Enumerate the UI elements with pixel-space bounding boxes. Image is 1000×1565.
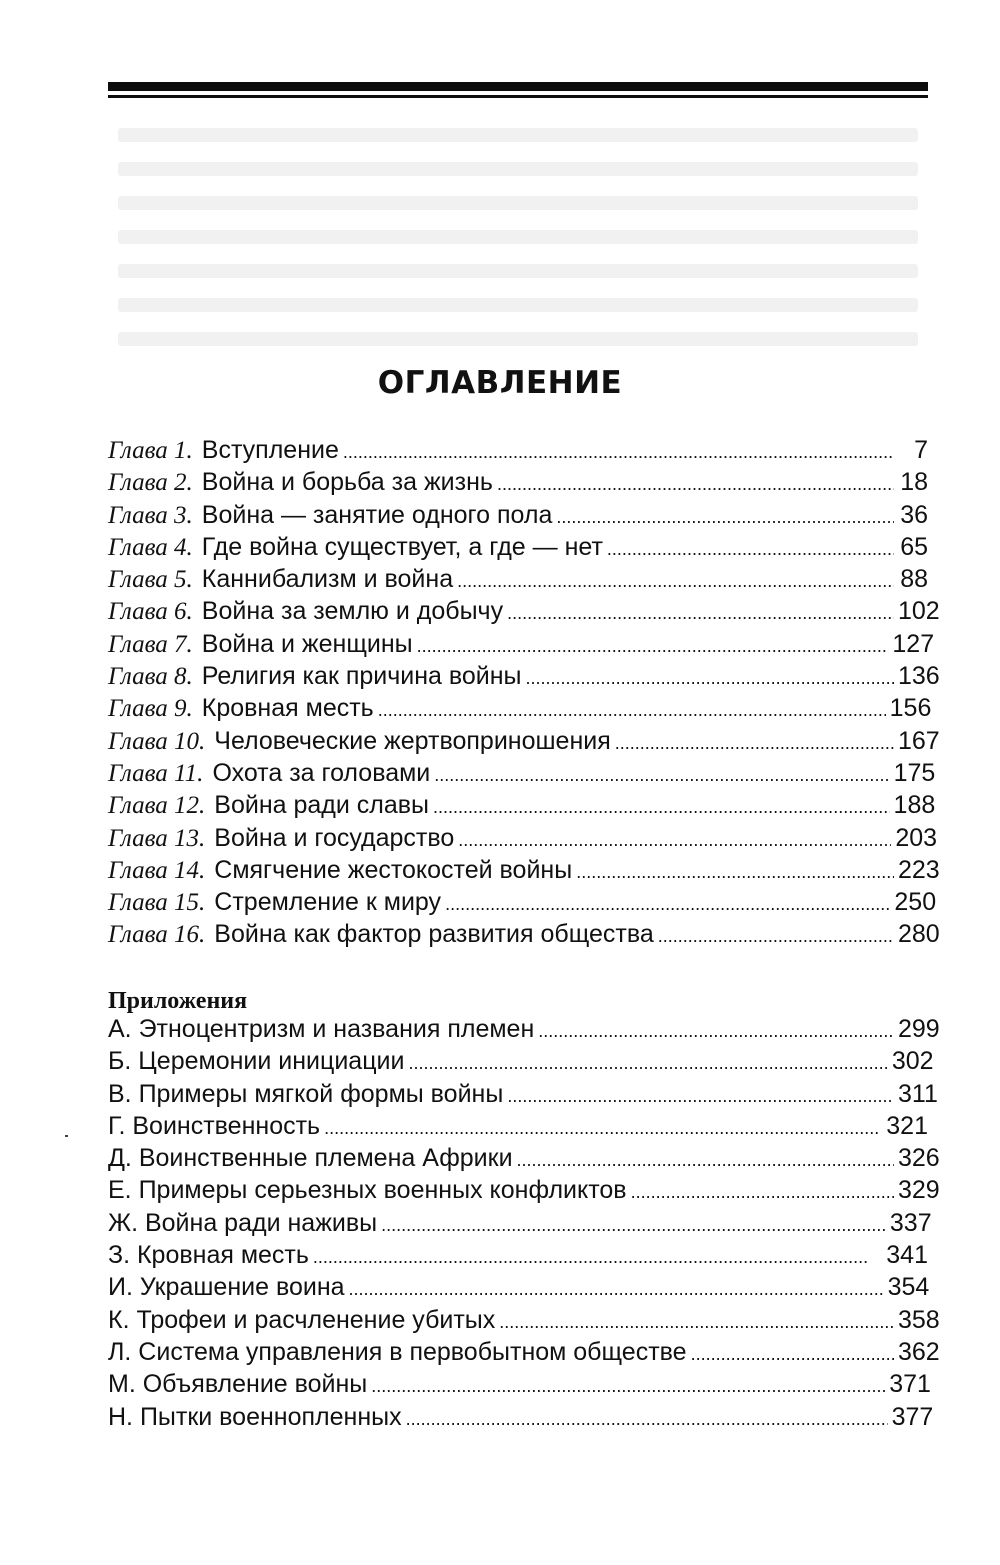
dot-leader bbox=[349, 1279, 884, 1304]
dot-leader bbox=[507, 1086, 894, 1111]
show-through-line bbox=[118, 298, 918, 312]
appendix-title: Д. Воинственные племена Африки bbox=[108, 1144, 513, 1173]
appendix-title: В. Примеры мягкой формы войны bbox=[108, 1079, 504, 1108]
toc-row-chapter bbox=[108, 565, 928, 597]
chapter-title: Война и борьба за жизнь bbox=[201, 468, 493, 497]
page-number: 358 bbox=[898, 1305, 940, 1334]
appendix-title: Е. Примеры серьезных военных конфликтов bbox=[108, 1176, 627, 1205]
dot-leader bbox=[378, 700, 886, 725]
page-number: 175 bbox=[893, 758, 936, 787]
appendix-title: М. Объявление войны bbox=[108, 1370, 368, 1399]
page-number: 36 bbox=[900, 500, 928, 529]
dot-leader bbox=[556, 507, 894, 532]
chapter-label: Глава 12. bbox=[108, 792, 206, 820]
toc-row-chapter bbox=[108, 436, 928, 468]
toc-row-chapter bbox=[108, 468, 928, 500]
show-through-line bbox=[118, 196, 918, 210]
chapter-title: Война за землю и добычу bbox=[201, 597, 504, 626]
dot-leader bbox=[457, 571, 894, 596]
page-number: 280 bbox=[898, 920, 940, 949]
toc-row-chapter bbox=[108, 597, 940, 629]
dot-leader bbox=[313, 1247, 882, 1272]
dot-leader bbox=[615, 733, 894, 758]
page-number: 136 bbox=[898, 662, 940, 691]
page-number: 223 bbox=[898, 855, 940, 884]
chapter-label: Глава 8. bbox=[108, 663, 193, 691]
dot-leader bbox=[371, 1376, 885, 1401]
toc-row-appendix bbox=[108, 1144, 940, 1176]
page-number: 299 bbox=[898, 1015, 940, 1043]
toc-row-appendix bbox=[108, 1176, 940, 1208]
dot-leader bbox=[417, 636, 889, 661]
dot-leader bbox=[658, 926, 894, 951]
chapter-label: Глава 16. bbox=[108, 921, 206, 949]
chapter-label: Глава 7. bbox=[108, 630, 193, 658]
page-number: 88 bbox=[900, 565, 928, 594]
chapter-label: Глава 15. bbox=[108, 889, 206, 917]
chapter-title: Кровная месть bbox=[201, 694, 374, 723]
appendix-title: Б. Церемонии инициации bbox=[108, 1047, 405, 1076]
chapter-label: Глава 11. bbox=[108, 759, 204, 787]
appendix-title: Ж. Война ради наживы bbox=[108, 1208, 378, 1237]
chapter-label: Глава 5. bbox=[108, 566, 193, 594]
dot-leader bbox=[343, 442, 894, 467]
chapter-title: Смягчение жестокостей войны bbox=[214, 855, 573, 884]
page-number: 7 bbox=[914, 436, 928, 464]
toc-row-appendix bbox=[108, 1305, 940, 1338]
dot-leader bbox=[406, 1409, 888, 1434]
appendix-heading: Приложения bbox=[108, 988, 248, 1014]
toc-row-appendix bbox=[108, 1337, 940, 1370]
dot-leader bbox=[434, 765, 889, 790]
dot-leader bbox=[526, 668, 894, 693]
toc-row-appendix bbox=[108, 1402, 934, 1435]
chapter-list bbox=[108, 436, 940, 953]
page-title: ОГЛАВЛЕНИЕ bbox=[377, 365, 623, 401]
dot-leader bbox=[445, 894, 890, 919]
appendix-title: А. Этноцентризм и названия племен bbox=[108, 1015, 535, 1043]
page-number: 188 bbox=[893, 791, 936, 820]
page-number: 65 bbox=[900, 532, 928, 561]
dot-leader bbox=[517, 1150, 894, 1175]
toc-row-chapter bbox=[108, 791, 936, 823]
page-number: 371 bbox=[889, 1370, 931, 1399]
chapter-title: Война как фактор развития общества bbox=[214, 920, 654, 949]
chapter-label: Глава 3. bbox=[108, 501, 193, 529]
chapter-title: Человеческие жертвоприношения bbox=[214, 726, 611, 755]
dot-leader bbox=[631, 1182, 894, 1207]
page-number: 362 bbox=[898, 1337, 940, 1366]
toc-row-chapter bbox=[108, 888, 937, 920]
page-number: 311 bbox=[898, 1079, 938, 1108]
appendix-title: Н. Пытки военнопленных bbox=[108, 1402, 402, 1431]
toc-row-chapter bbox=[108, 533, 928, 565]
page-number: 167 bbox=[898, 726, 940, 755]
show-through-line bbox=[118, 162, 918, 176]
chapter-label: Глава 6. bbox=[108, 598, 193, 626]
dot-leader bbox=[458, 830, 891, 855]
toc-row-chapter bbox=[108, 662, 940, 694]
toc-row-chapter bbox=[108, 920, 940, 952]
page-number: 337 bbox=[889, 1208, 932, 1237]
page-number: 321 bbox=[886, 1111, 928, 1140]
header-rule-thin bbox=[108, 95, 928, 98]
chapter-label: Глава 4. bbox=[108, 533, 193, 561]
dot-leader bbox=[497, 474, 894, 499]
toc-row-chapter bbox=[108, 629, 935, 662]
chapter-title: Каннибализм и война bbox=[201, 565, 454, 594]
appendix-title: Л. Система управления в первобытном обществе bbox=[108, 1337, 687, 1366]
page-number: 354 bbox=[887, 1273, 930, 1302]
chapter-title: Религия как причина войны bbox=[201, 662, 522, 691]
chapter-title: Война и женщины bbox=[201, 629, 413, 658]
page-number: 102 bbox=[898, 597, 940, 626]
toc-row-appendix bbox=[108, 1370, 931, 1402]
appendix-title: И. Украшение воина bbox=[108, 1273, 345, 1302]
toc-row-appendix bbox=[108, 1112, 928, 1144]
print-speck bbox=[65, 1135, 68, 1137]
toc-row-chapter bbox=[108, 694, 932, 726]
toc-row-chapter bbox=[108, 726, 940, 759]
page-number: 302 bbox=[891, 1047, 934, 1076]
page-number: 341 bbox=[886, 1241, 928, 1270]
chapter-title: Вступление bbox=[201, 436, 339, 464]
page-number: 203 bbox=[895, 823, 938, 852]
show-through-line bbox=[118, 264, 918, 278]
dot-leader bbox=[691, 1344, 894, 1369]
toc-row-chapter bbox=[108, 855, 940, 888]
show-through-line bbox=[118, 332, 918, 346]
chapter-label: Глава 13. bbox=[108, 824, 206, 852]
dot-leader bbox=[408, 1053, 887, 1078]
dot-leader bbox=[576, 862, 894, 887]
chapter-label: Глава 2. bbox=[108, 469, 193, 497]
chapter-label: Глава 1. bbox=[108, 437, 193, 464]
show-through-line bbox=[118, 128, 918, 142]
page-number: 377 bbox=[891, 1402, 934, 1431]
chapter-label: Глава 10. bbox=[108, 727, 206, 755]
toc-row-appendix bbox=[108, 1015, 940, 1047]
dot-leader bbox=[381, 1215, 886, 1240]
dot-leader bbox=[499, 1312, 894, 1337]
dot-leader bbox=[507, 603, 894, 628]
page-number: 18 bbox=[900, 468, 928, 497]
appendix-title: К. Трофеи и расчленение убитых bbox=[108, 1305, 496, 1334]
chapter-title: Охота за головами bbox=[212, 758, 431, 787]
page-number: 250 bbox=[894, 888, 937, 917]
chapter-label: Глава 9. bbox=[108, 695, 193, 723]
appendix-title: Г. Воинственность bbox=[108, 1111, 321, 1140]
page-number: 127 bbox=[892, 629, 935, 658]
chapter-title: Война и государство bbox=[214, 823, 455, 852]
toc-row-appendix bbox=[108, 1208, 932, 1241]
toc-row-chapter bbox=[108, 501, 928, 533]
chapter-label: Глава 14. bbox=[108, 856, 206, 884]
toc-row-appendix bbox=[108, 1241, 928, 1273]
chapter-title: Война — занятие одного пола bbox=[201, 500, 553, 529]
show-through-line bbox=[118, 230, 918, 244]
toc-row-chapter bbox=[108, 758, 936, 791]
chapter-title: Стремление к миру bbox=[214, 888, 442, 917]
dot-leader bbox=[538, 1021, 894, 1046]
page-number: 329 bbox=[898, 1176, 940, 1205]
dot-leader bbox=[324, 1118, 882, 1143]
chapter-title: Война ради славы bbox=[214, 791, 430, 820]
dot-leader bbox=[607, 539, 894, 564]
header-rule-thick bbox=[108, 82, 928, 91]
page-number: 156 bbox=[889, 694, 932, 723]
toc-row-appendix bbox=[108, 1079, 938, 1112]
dot-leader bbox=[433, 797, 890, 822]
appendix-list bbox=[108, 1015, 940, 1435]
toc-row-appendix bbox=[108, 1047, 934, 1079]
toc-row-chapter bbox=[108, 823, 938, 856]
appendix-title: З. Кровная месть bbox=[108, 1241, 309, 1270]
chapter-title: Где война существует, а где — нет bbox=[201, 532, 603, 561]
toc-row-appendix bbox=[108, 1273, 928, 1305]
page-number: 326 bbox=[898, 1144, 940, 1173]
